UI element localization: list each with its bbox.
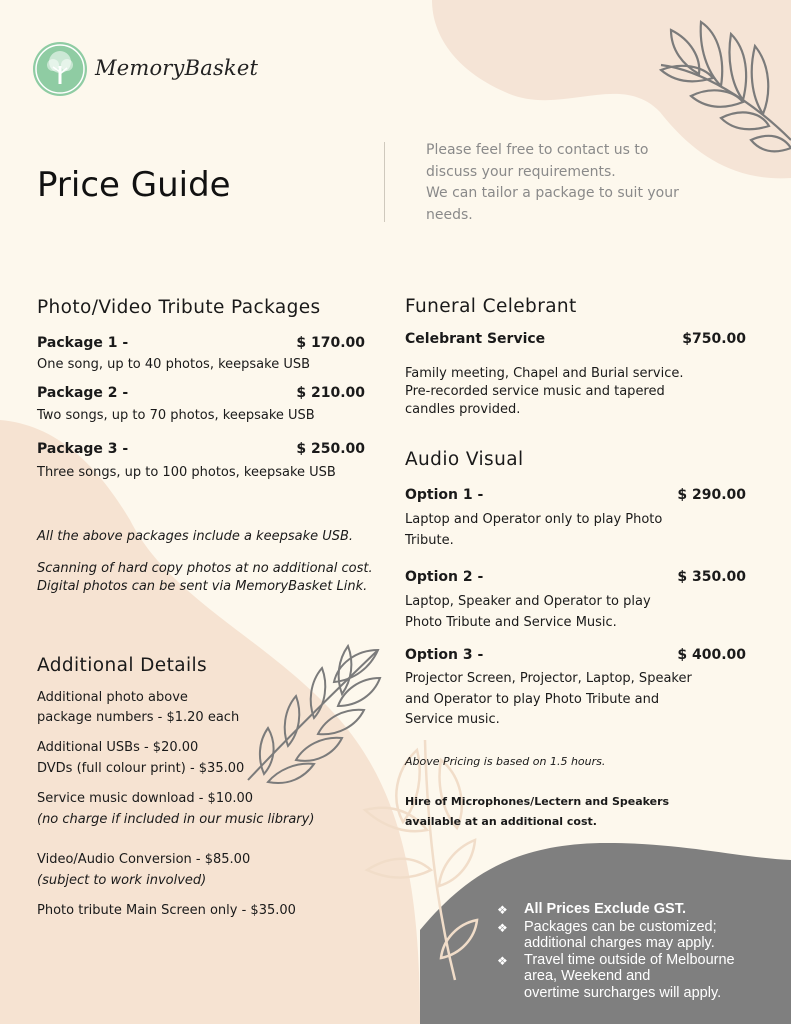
package-2-name: Package 2 - bbox=[37, 385, 129, 401]
pricing-note: Above Pricing is based on 1.5 hours. bbox=[405, 755, 606, 768]
header-divider bbox=[384, 142, 385, 222]
keepsake-note: All the above packages include a keepsake USB. bbox=[37, 529, 354, 544]
additional-line: Photo tribute Main Screen only - $35.00 bbox=[37, 903, 296, 918]
package-3-name: Package 3 - bbox=[37, 441, 129, 457]
additional-line: DVDs (full colour print) - $35.00 bbox=[37, 761, 245, 776]
option-3-name: Option 3 - bbox=[405, 647, 484, 663]
leaf-decoration-faint-icon bbox=[355, 730, 485, 990]
brand-logo-icon bbox=[33, 42, 87, 96]
package-3-price: $ 250.00 bbox=[296, 441, 365, 457]
digital-photos-note: Digital photos can be sent via MemoryBasket Link. bbox=[37, 579, 368, 594]
option-3-desc: Projector Screen, Projector, Laptop, Speaker and Operator to play Photo Tribute and Service music. bbox=[405, 671, 692, 727]
note-item: ❖ Travel time outside of Melbourne area, Weekend and overtime surcharges will apply. bbox=[497, 951, 735, 1001]
additional-line: Additional USBs - $20.00 bbox=[37, 740, 199, 755]
additional-details-heading: Additional Details bbox=[37, 655, 208, 676]
additional-line: (no charge if included in our music library) bbox=[37, 812, 315, 827]
page-title: Price Guide bbox=[37, 165, 231, 205]
photo-video-heading: Photo/Video Tribute Packages bbox=[37, 297, 321, 318]
option-1-name: Option 1 - bbox=[405, 487, 484, 503]
option-3-price: $ 400.00 bbox=[677, 647, 746, 663]
note-item: ❖ All Prices Exclude GST. bbox=[497, 901, 686, 917]
scanning-note: Scanning of hard copy photos at no additional cost. bbox=[37, 561, 373, 576]
celebrant-service-name: Celebrant Service bbox=[405, 331, 546, 347]
package-3-desc: Three songs, up to 100 photos, keepsake USB bbox=[37, 465, 336, 480]
additional-line: (subject to work involved) bbox=[37, 873, 207, 888]
additional-line: Service music download - $10.00 bbox=[37, 791, 254, 806]
additional-line: package numbers - $1.20 each bbox=[37, 710, 240, 725]
brand-name: MemoryBasket bbox=[95, 56, 259, 80]
package-2-price: $ 210.00 bbox=[296, 385, 365, 401]
option-2-desc: Laptop, Speaker and Operator to play Photo Tribute and Service Music. bbox=[405, 594, 651, 630]
package-1-price: $ 170.00 bbox=[296, 335, 365, 351]
contact-text: Please feel free to contact us to discuss your requirements. We can tailor a package to suit your needs. bbox=[426, 142, 679, 223]
note-item: ❖ Packages can be customized; additional charges may apply. bbox=[497, 918, 717, 951]
diamond-bullet-icon: ❖ bbox=[497, 920, 508, 935]
option-2-name: Option 2 - bbox=[405, 569, 484, 585]
package-2-desc: Two songs, up to 70 photos, keepsake USB bbox=[37, 408, 315, 423]
hire-note: Hire of Microphones/Lectern and Speakers available at an additional cost. bbox=[405, 795, 670, 828]
package-1-desc: One song, up to 40 photos, keepsake USB bbox=[37, 357, 311, 372]
pricing-notes bbox=[497, 901, 787, 1001]
option-2-price: $ 350.00 bbox=[677, 569, 746, 585]
diamond-bullet-icon: ❖ bbox=[497, 953, 508, 968]
option-1-price: $ 290.00 bbox=[677, 487, 746, 503]
celebrant-service-price: $750.00 bbox=[682, 331, 746, 347]
celebrant-desc: Family meeting, Chapel and Burial service. Pre-recorded service music and tapered candles provided. bbox=[405, 366, 684, 417]
additional-line: Additional photo above bbox=[37, 690, 188, 705]
diamond-bullet-icon: ❖ bbox=[497, 903, 508, 917]
celebrant-heading: Funeral Celebrant bbox=[405, 296, 577, 317]
additional-line: Video/Audio Conversion - $85.00 bbox=[37, 852, 251, 867]
audio-visual-heading: Audio Visual bbox=[405, 449, 524, 470]
option-1-desc: Laptop and Operator only to play Photo Tribute. bbox=[405, 512, 663, 548]
package-1-name: Package 1 - bbox=[37, 335, 129, 351]
